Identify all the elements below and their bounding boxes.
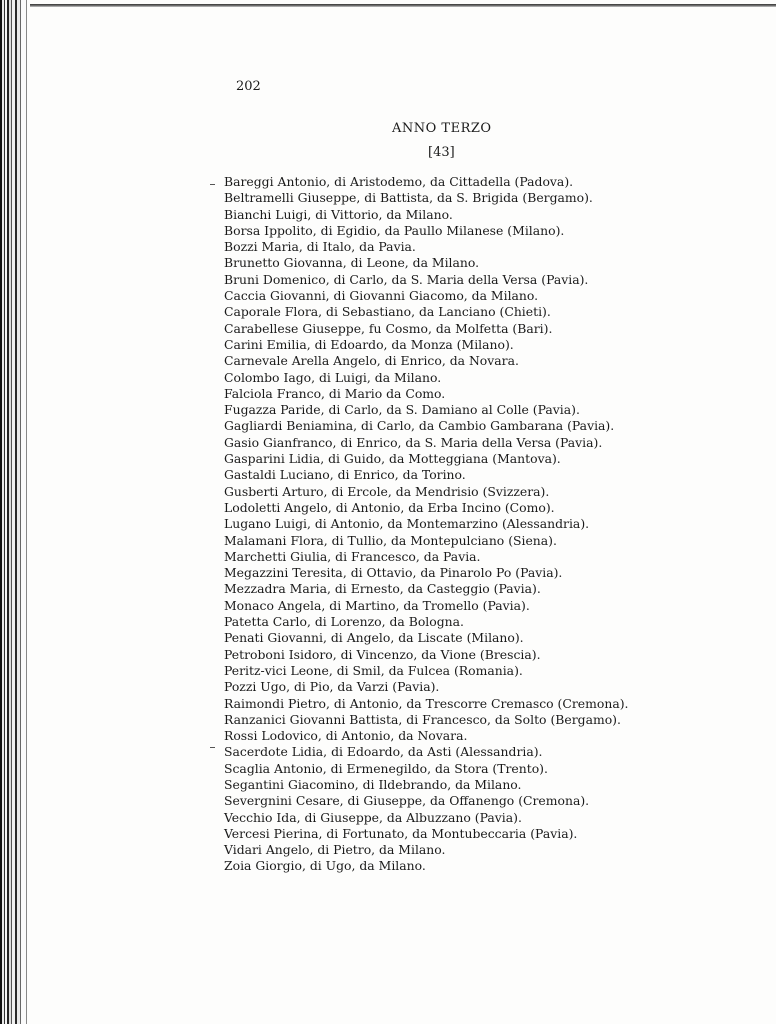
list-item: Gusberti Arturo, di Ercole, da Mendrisio (Svizzera). xyxy=(224,483,550,499)
list-item: Gasio Gianfranco, di Enrico, da S. Maria della Versa (Pavia). xyxy=(224,434,603,450)
book-binding-edge xyxy=(0,0,36,1024)
list-item: Sacerdote Lidia, di Edoardo, da Asti (Alessandria). xyxy=(224,744,543,760)
list-item: Zoia Giorgio, di Ugo, da Milano. xyxy=(224,858,426,874)
list-item: Pozzi Ugo, di Pio, da Varzi (Pavia). xyxy=(224,679,440,695)
list-item: Raimondi Pietro, di Antonio, da Trescorre Cremasco (Cremona). xyxy=(224,695,629,711)
list-item: Vecchio Ida, di Giuseppe, da Albuzzano (Pavia). xyxy=(224,809,522,825)
list-item: Severgnini Cesare, di Giuseppe, da Offanengo (Cremona). xyxy=(224,793,590,809)
list-item: Petroboni Isidoro, di Vincenzo, da Vione (Brescia). xyxy=(224,646,541,662)
list-item: Fugazza Paride, di Carlo, da S. Damiano al Colle (Pavia). xyxy=(224,402,580,418)
list-item: Falciola Franco, di Mario da Como. xyxy=(224,385,446,401)
list-item: Vercesi Pierina, di Fortunato, da Montubeccaria (Pavia). xyxy=(224,825,578,841)
list-item: Carini Emilia, di Edoardo, da Monza (Milano). xyxy=(224,336,514,352)
page-top-edge xyxy=(30,4,776,7)
list-item: Patetta Carlo, di Lorenzo, da Bologna. xyxy=(224,614,464,630)
list-item: Colombo Iago, di Luigi, da Milano. xyxy=(224,369,442,385)
section-number: [43] xyxy=(428,145,455,160)
list-item: Ranzanici Giovanni Battista, di Francesco, da Solto (Bergamo). xyxy=(224,711,621,727)
list-item: Vidari Angelo, di Pietro, da Milano. xyxy=(224,842,446,858)
list-item: Gasparini Lidia, di Guido, da Motteggiana (Mantova). xyxy=(224,451,561,467)
list-item: Peritz-vici Leone, di Smil, da Fulcea (Romania). xyxy=(224,662,523,678)
list-item: Carnevale Arella Angelo, di Enrico, da Novara. xyxy=(224,353,519,369)
list-item: Bianchi Luigi, di Vittorio, da Milano. xyxy=(224,206,453,222)
list-item: Mezzadra Maria, di Ernesto, da Casteggio (Pavia). xyxy=(224,581,541,597)
list-item: Bozzi Maria, di Italo, da Pavia. xyxy=(224,239,416,255)
list-item: Penati Giovanni, di Angelo, da Liscate (Milano). xyxy=(224,630,524,646)
list-item: Gastaldi Luciano, di Enrico, da Torino. xyxy=(224,467,466,483)
margin-mark xyxy=(210,747,215,748)
list-item: Scaglia Antonio, di Ermenegildo, da Stora (Trento). xyxy=(224,760,548,776)
list-item: Malamani Flora, di Tullio, da Montepulciano (Siena). xyxy=(224,532,557,548)
list-item: Bareggi Antonio, di Aristodemo, da Cittadella (Padova). xyxy=(224,174,574,189)
list-item: Beltramelli Giuseppe, di Battista, da S. Brigida (Bergamo). xyxy=(224,190,593,206)
list-item: Lugano Luigi, di Antonio, da Montemarzino (Alessandria). xyxy=(224,516,590,532)
section-title: ANNO TERZO xyxy=(392,121,492,136)
list-item: Lodoletti Angelo, di Antonio, da Erba Incino (Como). xyxy=(224,499,555,515)
list-item: Marchetti Giulia, di Francesco, da Pavia. xyxy=(224,548,481,564)
list-item: Caporale Flora, di Sebastiano, da Lanciano (Chieti). xyxy=(224,304,551,320)
margin-mark xyxy=(210,184,215,185)
list-item: Bruni Domenico, di Carlo, da S. Maria della Versa (Pavia). xyxy=(224,271,589,287)
list-item: Segantini Giacomino, di Ildebrando, da Milano. xyxy=(224,776,522,792)
list-item: Gagliardi Beniamina, di Carlo, da Cambio Gambarana (Pavia). xyxy=(224,418,615,434)
student-name-list xyxy=(224,174,644,875)
list-item: Megazzini Teresita, di Ottavio, da Pinarolo Po (Pavia). xyxy=(224,565,563,581)
list-item: Carabellese Giuseppe, fu Cosmo, da Molfetta (Bari). xyxy=(224,320,553,336)
list-item: Brunetto Giovanna, di Leone, da Milano. xyxy=(224,255,480,271)
page-number: 202 xyxy=(236,79,261,94)
list-item: Caccia Giovanni, di Giovanni Giacomo, da Milano. xyxy=(224,288,539,304)
list-item: Monaco Angela, di Martino, da Tromello (Pavia). xyxy=(224,597,530,613)
list-item: Rossi Lodovico, di Antonio, da Novara. xyxy=(224,728,468,744)
list-item: Borsa Ippolito, di Egidio, da Paullo Milanese (Milano). xyxy=(224,222,565,238)
